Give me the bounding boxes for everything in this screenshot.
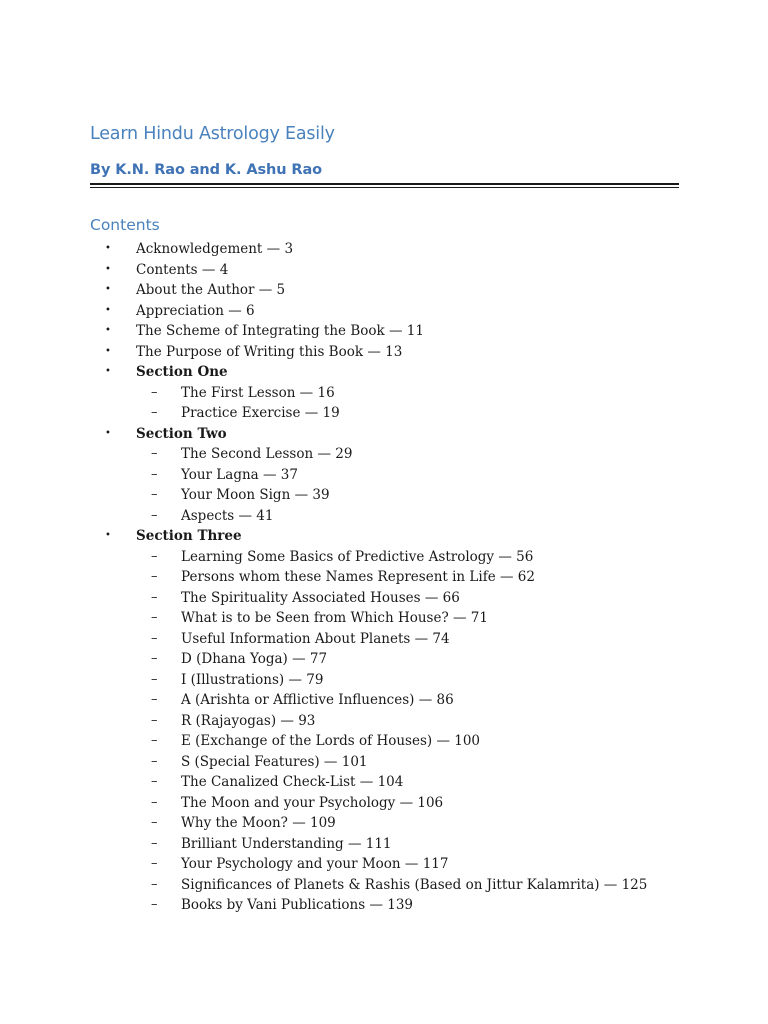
toc-subentry	[0, 465, 700, 486]
dash-marker: –	[151, 876, 158, 892]
title-divider-thin	[90, 187, 679, 188]
toc-subentry	[0, 670, 700, 691]
dash-marker: –	[151, 569, 158, 584]
toc-entry-text: The Second Lesson — 29	[181, 446, 353, 462]
dash-marker: –	[151, 507, 158, 523]
toc-subentry	[0, 731, 700, 752]
toc-entry-text: Learning Some Basics of Predictive Astrology — 56	[181, 548, 534, 565]
dash-marker: –	[151, 794, 158, 810]
toc-entry-text: The Moon and your Psychology — 106	[181, 794, 444, 811]
dash-marker: –	[151, 753, 158, 769]
toc-entry-text: E (Exchange of the Lords of Houses) — 100	[181, 733, 480, 749]
dash-marker: –	[151, 610, 158, 625]
toc-entry-text: The First Lesson — 16	[181, 384, 335, 401]
dash-marker: –	[151, 856, 158, 871]
toc-entry-text: The Spirituality Associated Houses — 66	[181, 589, 460, 606]
toc-entry-text: D (Dhana Yoga) — 77	[181, 651, 328, 667]
toc-entry-text: Practice Exercise — 19	[181, 405, 340, 421]
toc-subentry	[0, 629, 700, 650]
toc-entry-text: The Canalized Check-List — 104	[181, 774, 404, 790]
toc-entry	[0, 342, 700, 363]
toc-subentry	[0, 485, 700, 506]
toc-entry-text: I (Illustrations) — 79	[181, 671, 324, 688]
toc-entry-text: Books by Vani Publications — 139	[181, 897, 414, 913]
toc-subentry	[0, 854, 700, 875]
toc-subentry	[0, 711, 700, 732]
dash-marker: –	[151, 712, 158, 728]
dash-marker: –	[151, 692, 158, 707]
toc-subentry	[0, 772, 700, 793]
dash-marker: –	[151, 487, 158, 502]
dash-marker: –	[151, 548, 158, 564]
dash-marker: –	[151, 446, 158, 461]
toc-entry-text: Section Two	[136, 425, 227, 442]
toc-entry-text: Brilliant Understanding — 111	[181, 835, 392, 852]
toc-entry-text: Significances of Planets & Rashis (Based on Jittur Kalamrita) — 125	[181, 876, 648, 893]
toc-entry-text: R (Rajayogas) — 93	[181, 712, 316, 729]
toc-entry-text: Your Lagna — 37	[181, 466, 298, 483]
toc-subentry	[0, 567, 700, 588]
dash-marker: –	[151, 815, 158, 830]
dash-marker: –	[151, 589, 158, 605]
toc-entry	[0, 280, 700, 301]
toc-entry	[0, 260, 700, 281]
toc-subentry	[0, 547, 700, 568]
contents-heading: Contents	[90, 216, 160, 234]
toc-entry-text: Your Moon Sign — 39	[181, 487, 330, 503]
toc-subentry	[0, 506, 700, 527]
toc-entry-text: Useful Information About Planets — 74	[181, 630, 450, 647]
toc-subentry	[0, 444, 700, 465]
bullet-marker: •	[105, 243, 111, 254]
toc-subentry	[0, 649, 700, 670]
toc-entry-text: The Purpose of Writing this Book — 13	[136, 343, 403, 360]
toc-entry-text: Section Three	[136, 528, 242, 544]
toc-entry-text: The Scheme of Integrating the Book — 11	[136, 323, 424, 339]
toc-entry	[0, 362, 700, 383]
toc-entry	[0, 239, 700, 260]
dash-marker: –	[151, 630, 158, 646]
toc-entry	[0, 424, 700, 445]
toc-subentry	[0, 690, 700, 711]
toc-subentry	[0, 403, 700, 424]
toc-entry-text: About the Author — 5	[136, 282, 286, 298]
table-of-contents	[0, 239, 700, 916]
dash-marker: –	[151, 897, 158, 912]
bullet-marker: •	[105, 366, 111, 377]
document-title: Learn Hindu Astrology Easily	[90, 124, 335, 144]
toc-subentry	[0, 383, 700, 404]
dash-marker: –	[151, 651, 158, 666]
toc-entry-text: A (Arishta or Afflictive Influences) — 86	[181, 692, 454, 708]
toc-entry-text: S (Special Features) — 101	[181, 753, 368, 770]
toc-subentry	[0, 608, 700, 629]
document-subtitle: By K.N. Rao and K. Ashu Rao	[90, 162, 323, 178]
toc-subentry	[0, 752, 700, 773]
bullet-marker: •	[105, 263, 111, 275]
toc-subentry	[0, 793, 700, 814]
toc-entry-text: Your Psychology and your Moon — 117	[181, 856, 449, 872]
toc-entry	[0, 321, 700, 342]
toc-entry	[0, 526, 700, 547]
dash-marker: –	[151, 733, 158, 748]
toc-entry-text: Persons whom these Names Represent in Life — 62	[181, 569, 535, 585]
dash-marker: –	[151, 466, 158, 482]
dash-marker: –	[151, 774, 158, 789]
dash-marker: –	[151, 835, 158, 851]
toc-entry-text: Aspects — 41	[181, 507, 274, 524]
bullet-marker: •	[105, 304, 111, 316]
toc-entry-text: Section One	[136, 364, 228, 380]
toc-subentry	[0, 895, 700, 916]
bullet-marker: •	[105, 427, 111, 439]
dash-marker: –	[151, 671, 158, 687]
bullet-marker: •	[105, 325, 111, 336]
toc-subentry	[0, 834, 700, 855]
toc-entry-text: Appreciation — 6	[136, 302, 255, 319]
bullet-marker: •	[105, 345, 111, 357]
dash-marker: –	[151, 405, 158, 420]
toc-subentry	[0, 588, 700, 609]
toc-entry-text: Contents — 4	[136, 261, 229, 278]
toc-entry-text: Acknowledgement — 3	[136, 241, 294, 257]
dash-marker: –	[151, 384, 158, 400]
toc-entry	[0, 301, 700, 322]
bullet-marker: •	[105, 530, 111, 541]
bullet-marker: •	[105, 284, 111, 295]
toc-entry-text: What is to be Seen from Which House? — 71	[181, 610, 488, 626]
toc-subentry	[0, 875, 700, 896]
toc-entry-text: Why the Moon? — 109	[181, 815, 336, 831]
toc-subentry	[0, 813, 700, 834]
title-divider	[90, 183, 679, 185]
